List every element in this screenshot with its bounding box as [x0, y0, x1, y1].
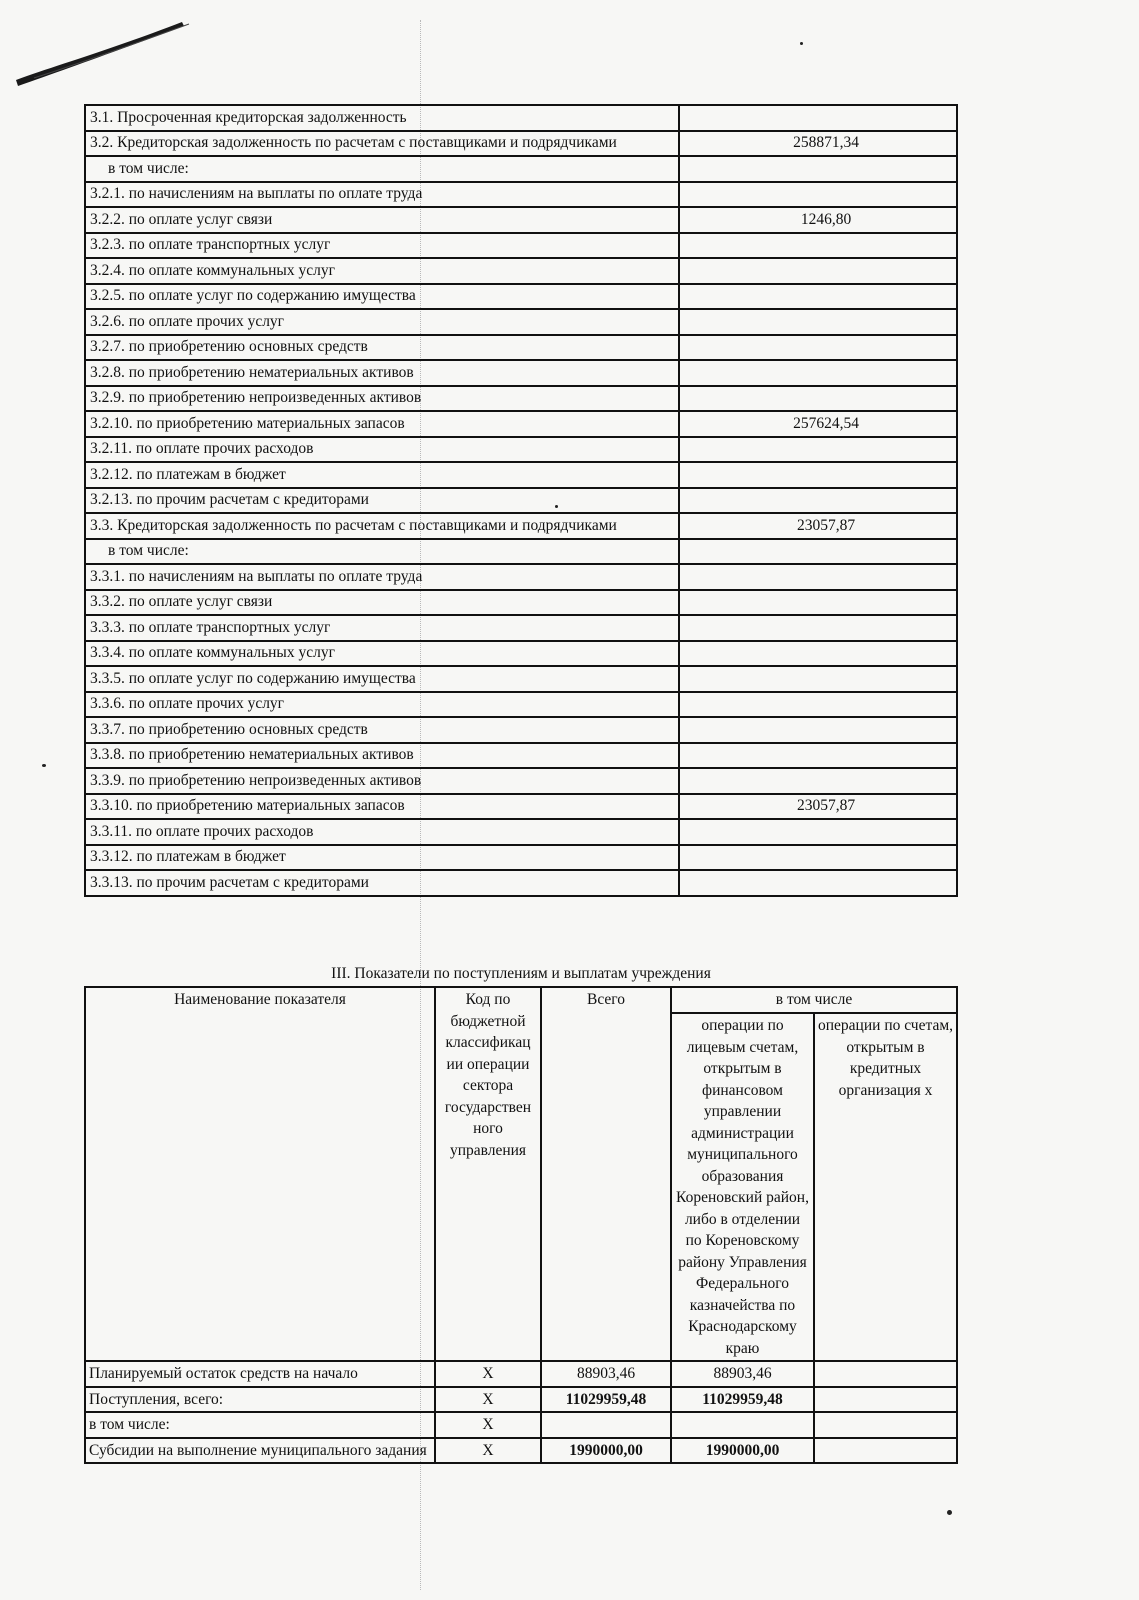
indicator-name: в том числе: [85, 1412, 435, 1438]
row-label: 3.2.1. по начислениям на выплаты по оплате труда [85, 182, 679, 208]
row-label: 3.2.2. по оплате услуг связи [85, 207, 679, 233]
credit-org-amount [814, 1438, 957, 1464]
row-label: 3.2.8. по приобретению нематериальных активов [85, 360, 679, 386]
row-value [679, 182, 957, 208]
indicator-name: Субсидии на выполнение муниципального задания [85, 1438, 435, 1464]
row-label: 3.3.3. по оплате транспортных услуг [85, 615, 679, 641]
table-row [85, 233, 957, 259]
row-value [679, 105, 957, 131]
row-label: 3.3.11. по оплате прочих расходов [85, 819, 679, 845]
row-value [679, 819, 957, 845]
row-label: в том числе: [85, 156, 679, 182]
table-row [85, 641, 957, 667]
table-row [85, 564, 957, 590]
treasury-amount: 11029959,48 [671, 1387, 814, 1413]
row-label: 3.3.1. по начислениям на выплаты по оплате труда [85, 564, 679, 590]
table-row [85, 743, 957, 769]
total-amount: 88903,46 [541, 1361, 671, 1387]
row-label: в том числе: [85, 539, 679, 565]
table-row [85, 794, 957, 820]
table-row [85, 692, 957, 718]
row-label: 3.3.5. по оплате услуг по содержанию имущества [85, 666, 679, 692]
row-label: 3.3. Кредиторская задолженность по расчетам с поставщиками и подрядчиками [85, 513, 679, 539]
total-amount: 11029959,48 [541, 1387, 671, 1413]
table-row [85, 1438, 957, 1464]
table-row [85, 488, 957, 514]
table-row [85, 615, 957, 641]
credit-org-amount [814, 1387, 957, 1413]
row-value [679, 666, 957, 692]
table-row [85, 590, 957, 616]
table-row [85, 386, 957, 412]
row-value [679, 360, 957, 386]
row-label: 3.2.7. по приобретению основных средств [85, 335, 679, 361]
table-row [85, 182, 957, 208]
table-row [85, 207, 957, 233]
row-value [679, 615, 957, 641]
table-row [85, 1412, 957, 1438]
row-value [679, 641, 957, 667]
header-total: Всего [541, 987, 671, 1361]
row-value: 257624,54 [679, 411, 957, 437]
row-label: 3.2.9. по приобретению непроизведенных активов [85, 386, 679, 412]
row-value: 1246,80 [679, 207, 957, 233]
header-sub-treasury: операции по лицевым счетам, открытым в финансовом управлении администрации муниципального образования Кореновский район, либо в отделении по Кореновскому району Управления Федерального казначейства по Краснодарскому краю [671, 1013, 814, 1361]
row-value [679, 488, 957, 514]
row-label: 3.1. Просроченная кредиторская задолженность [85, 105, 679, 131]
speck [947, 1510, 952, 1515]
row-label: 3.2.11. по оплате прочих расходов [85, 437, 679, 463]
table-row [85, 131, 957, 157]
row-label: 3.3.10. по приобретению материальных запасов [85, 794, 679, 820]
row-value [679, 539, 957, 565]
row-value [679, 768, 957, 794]
row-value [679, 258, 957, 284]
table-row [85, 768, 957, 794]
row-label: 3.2.3. по оплате транспортных услуг [85, 233, 679, 259]
row-label: 3.2.10. по приобретению материальных запасов [85, 411, 679, 437]
treasury-amount: 88903,46 [671, 1361, 814, 1387]
row-label: 3.2.4. по оплате коммунальных услуг [85, 258, 679, 284]
header-code: Код по бюджетной классификац ии операции сектора государствен ного управления [435, 987, 541, 1361]
table-row [85, 462, 957, 488]
pen-stroke-mark [14, 18, 194, 88]
row-value: 23057,87 [679, 794, 957, 820]
row-value [679, 462, 957, 488]
table-row [85, 437, 957, 463]
row-value [679, 309, 957, 335]
row-label: 3.3.9. по приобретению непроизведенных активов [85, 768, 679, 794]
row-value [679, 564, 957, 590]
budget-code: Х [435, 1412, 541, 1438]
treasury-amount: 1990000,00 [671, 1438, 814, 1464]
table-row [85, 870, 957, 896]
row-label: 3.3.4. по оплате коммунальных услуг [85, 641, 679, 667]
credit-org-amount [814, 1361, 957, 1387]
row-label: 3.3.7. по приобретению основных средств [85, 717, 679, 743]
row-value: 258871,34 [679, 131, 957, 157]
row-label: 3.2.5. по оплате услуг по содержанию имущества [85, 284, 679, 310]
credit-org-amount [814, 1412, 957, 1438]
table-row [85, 309, 957, 335]
table-row [85, 411, 957, 437]
row-label: 3.3.12. по платежам в бюджет [85, 845, 679, 871]
total-amount: 1990000,00 [541, 1438, 671, 1464]
table-row [85, 845, 957, 871]
indicator-name: Планируемый остаток средств на начало [85, 1361, 435, 1387]
header-including: в том числе [671, 987, 957, 1013]
row-label: 3.3.13. по прочим расчетам с кредиторами [85, 870, 679, 896]
table-row [85, 513, 957, 539]
row-value [679, 743, 957, 769]
row-value [679, 335, 957, 361]
treasury-amount [671, 1412, 814, 1438]
row-value [679, 284, 957, 310]
speck [800, 42, 803, 45]
header-name: Наименование показателя [85, 987, 435, 1361]
table-row [85, 284, 957, 310]
table-row [85, 717, 957, 743]
header-row-1 [85, 987, 957, 1013]
table-row [85, 1387, 957, 1413]
table-row [85, 335, 957, 361]
row-label: 3.3.2. по оплате услуг связи [85, 590, 679, 616]
row-value [679, 437, 957, 463]
row-label: 3.3.8. по приобретению нематериальных активов [85, 743, 679, 769]
row-value [679, 692, 957, 718]
table-row [85, 819, 957, 845]
table-row [85, 1361, 957, 1387]
budget-code: Х [435, 1387, 541, 1413]
row-value [679, 717, 957, 743]
row-label: 3.2.13. по прочим расчетам с кредиторами [85, 488, 679, 514]
table-row [85, 666, 957, 692]
row-label: 3.3.6. по оплате прочих услуг [85, 692, 679, 718]
row-value [679, 870, 957, 896]
row-value [679, 386, 957, 412]
budget-code: Х [435, 1438, 541, 1464]
table-row [85, 539, 957, 565]
row-value [679, 590, 957, 616]
row-value [679, 156, 957, 182]
receipts-payments-table [84, 986, 958, 1464]
row-label: 3.2. Кредиторская задолженность по расчетам с поставщиками и подрядчиками [85, 131, 679, 157]
row-label: 3.2.6. по оплате прочих услуг [85, 309, 679, 335]
table-row [85, 105, 957, 131]
table-row [85, 360, 957, 386]
total-amount [541, 1412, 671, 1438]
row-value [679, 233, 957, 259]
row-label: 3.2.12. по платежам в бюджет [85, 462, 679, 488]
speck [42, 764, 46, 767]
budget-code: Х [435, 1361, 541, 1387]
table-row [85, 156, 957, 182]
table-row [85, 258, 957, 284]
row-value: 23057,87 [679, 513, 957, 539]
section-title: III. Показатели по поступлениям и выплатам учреждения [331, 965, 711, 982]
creditor-debt-table [84, 104, 958, 897]
indicator-name: Поступления, всего: [85, 1387, 435, 1413]
row-value [679, 845, 957, 871]
header-sub-credit-orgs: операции по счетам, открытым в кредитных организация х [814, 1013, 957, 1361]
speck [555, 505, 558, 508]
